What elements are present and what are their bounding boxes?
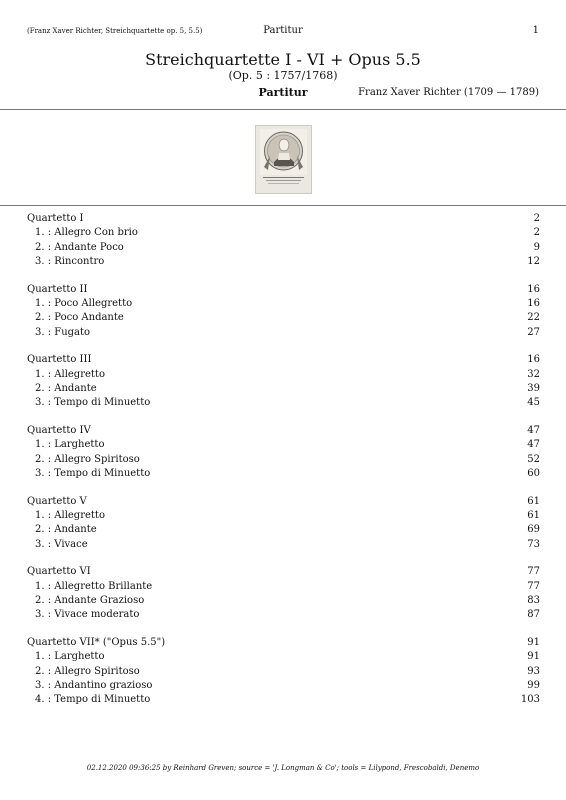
toc-quartet-group (27, 565, 540, 622)
toc-movement-title: 2. : Allegro Spiritoso (35, 665, 140, 677)
subline-center: Partitur (258, 86, 308, 99)
toc-quartet-title: Quartetto IV (27, 425, 91, 437)
toc-page-number: 9 (533, 241, 540, 253)
toc-quartet-entry[interactable] (27, 565, 540, 579)
toc-page-number: 61 (527, 495, 540, 507)
toc-page-number: 27 (527, 326, 540, 338)
toc-page-number: 93 (527, 665, 540, 677)
toc-movement-title: 1. : Poco Allegretto (35, 297, 133, 309)
toc-page-number: 22 (527, 312, 540, 324)
toc-quartet-title: Quartetto I (27, 213, 84, 224)
toc-page-number: 60 (527, 467, 540, 479)
toc-movement-title: 3. : Tempo di Minuetto (35, 467, 151, 479)
toc-movement-title: 2. : Andante Grazioso (35, 595, 145, 607)
table-of-contents (27, 212, 540, 721)
toc-movement-title: 1. : Allegretto Brillante (35, 580, 153, 592)
toc-movement-title: 3. : Vivace moderato (35, 609, 140, 621)
toc-quartet-group (27, 283, 540, 340)
toc-movement-entry[interactable] (27, 396, 540, 410)
running-header-source: (Franz Xaver Richter, Streichquartette op. 5, 5.5) (27, 27, 203, 35)
toc-quartet-entry[interactable] (27, 353, 540, 367)
toc-movement-entry[interactable] (27, 580, 540, 594)
toc-page-number: 2 (533, 227, 540, 239)
toc-movement-title: 3. : Tempo di Minuetto (35, 397, 151, 409)
toc-movement-title: 2. : Allegro Spiritoso (35, 453, 140, 465)
toc-movement-title: 1. : Larghetto (35, 651, 105, 663)
divider-bottom (0, 205, 566, 206)
toc-movement-entry[interactable] (27, 326, 540, 340)
toc-movement-entry[interactable] (27, 467, 540, 481)
subline (0, 86, 566, 100)
page-number: 1 (532, 25, 539, 36)
toc-page-number: 83 (527, 595, 540, 607)
toc-movement-title: 1. : Allegro Con brio (35, 227, 138, 239)
toc-page-number: 2 (533, 213, 540, 224)
toc-movement-entry[interactable] (27, 679, 540, 693)
toc-page-number: 77 (527, 566, 540, 578)
toc-quartet-group (27, 212, 540, 269)
toc-page-number: 91 (527, 651, 540, 663)
toc-page-number: 87 (527, 609, 540, 621)
toc-movement-title: 3. : Rincontro (35, 255, 105, 267)
toc-movement-entry[interactable] (27, 438, 540, 452)
composer: Franz Xaver Richter (1709 — 1789) (358, 87, 539, 98)
page-subtitle: (Op. 5 : 1757/1768) (228, 69, 338, 82)
toc-quartet-group (27, 495, 540, 552)
toc-page-number: 77 (527, 580, 540, 592)
toc-quartet-entry[interactable] (27, 636, 540, 650)
toc-page-number: 16 (527, 297, 540, 309)
toc-quartet-title: Quartetto VII* ("Opus 5.5") (27, 637, 166, 649)
toc-page-number: 45 (527, 397, 540, 409)
toc-quartet-title: Quartetto II (27, 283, 88, 295)
toc-page-number: 16 (527, 283, 540, 295)
toc-page-number: 61 (527, 510, 540, 522)
toc-quartet-group (27, 353, 540, 410)
toc-movement-title: 3. : Andantino grazioso (35, 680, 153, 692)
toc-movement-title: 2. : Andante (35, 524, 97, 536)
running-header-center: Partitur (263, 25, 303, 36)
toc-page-number: 39 (527, 382, 540, 394)
toc-movement-entry[interactable] (27, 594, 540, 608)
toc-page-number: 47 (527, 439, 540, 451)
toc-movement-entry[interactable] (27, 368, 540, 382)
toc-movement-entry[interactable] (27, 453, 540, 467)
toc-movement-entry[interactable] (27, 311, 540, 325)
toc-page-number: 12 (527, 255, 540, 267)
toc-movement-title: 3. : Vivace (35, 538, 88, 550)
portrait-engraving (256, 126, 311, 193)
toc-movement-title: 2. : Andante Poco (35, 241, 124, 253)
toc-quartet-title: Quartetto VI (27, 566, 91, 578)
toc-page-number: 16 (527, 354, 540, 366)
toc-movement-entry[interactable] (27, 297, 540, 311)
toc-movement-title: 2. : Poco Andante (35, 312, 124, 324)
toc-quartet-entry[interactable] (27, 212, 540, 226)
toc-quartet-entry[interactable] (27, 424, 540, 438)
composer-portrait (255, 125, 312, 194)
toc-quartet-title: Quartetto III (27, 354, 92, 366)
toc-quartet-group (27, 424, 540, 481)
toc-movement-title: 1. : Allegretto (35, 510, 105, 522)
toc-movement-entry[interactable] (27, 523, 540, 537)
toc-page-number: 91 (527, 637, 540, 649)
toc-page-number: 103 (520, 694, 540, 706)
toc-quartet-group (27, 636, 540, 707)
toc-movement-entry[interactable] (27, 226, 540, 240)
toc-page-number: 32 (527, 368, 540, 380)
toc-quartet-title: Quartetto V (27, 495, 87, 507)
toc-page-number: 69 (527, 524, 540, 536)
toc-movement-title: 2. : Andante (35, 382, 97, 394)
toc-movement-entry[interactable] (27, 650, 540, 664)
toc-page-number: 52 (527, 453, 540, 465)
toc-movement-entry[interactable] (27, 255, 540, 269)
toc-quartet-entry[interactable] (27, 495, 540, 509)
toc-page-number: 73 (527, 538, 540, 550)
toc-page-number: 99 (527, 680, 540, 692)
toc-movement-title: 1. : Larghetto (35, 439, 105, 451)
toc-movement-entry[interactable] (27, 241, 540, 255)
toc-movement-title: 3. : Fugato (35, 326, 91, 338)
toc-movement-entry[interactable] (27, 509, 540, 523)
toc-movement-title: 4. : Tempo di Minuetto (35, 694, 151, 706)
toc-movement-entry[interactable] (27, 693, 540, 707)
page-title: Streichquartette I - VI + Opus 5.5 (145, 50, 421, 69)
divider-top (0, 109, 566, 110)
toc-movement-title: 1. : Allegretto (35, 368, 105, 380)
toc-movement-entry[interactable] (27, 538, 540, 552)
toc-quartet-entry[interactable] (27, 283, 540, 297)
toc-movement-entry[interactable] (27, 608, 540, 622)
toc-movement-entry[interactable] (27, 382, 540, 396)
toc-movement-entry[interactable] (27, 665, 540, 679)
footer-credit: 02.12.2020 09:36:25 by Reinhard Greven; source = 'J. Longman & Co'; tools = Lilypond, Frescobaldi, Denemo (86, 764, 480, 772)
toc-page-number: 47 (527, 425, 540, 437)
running-header (0, 25, 566, 39)
